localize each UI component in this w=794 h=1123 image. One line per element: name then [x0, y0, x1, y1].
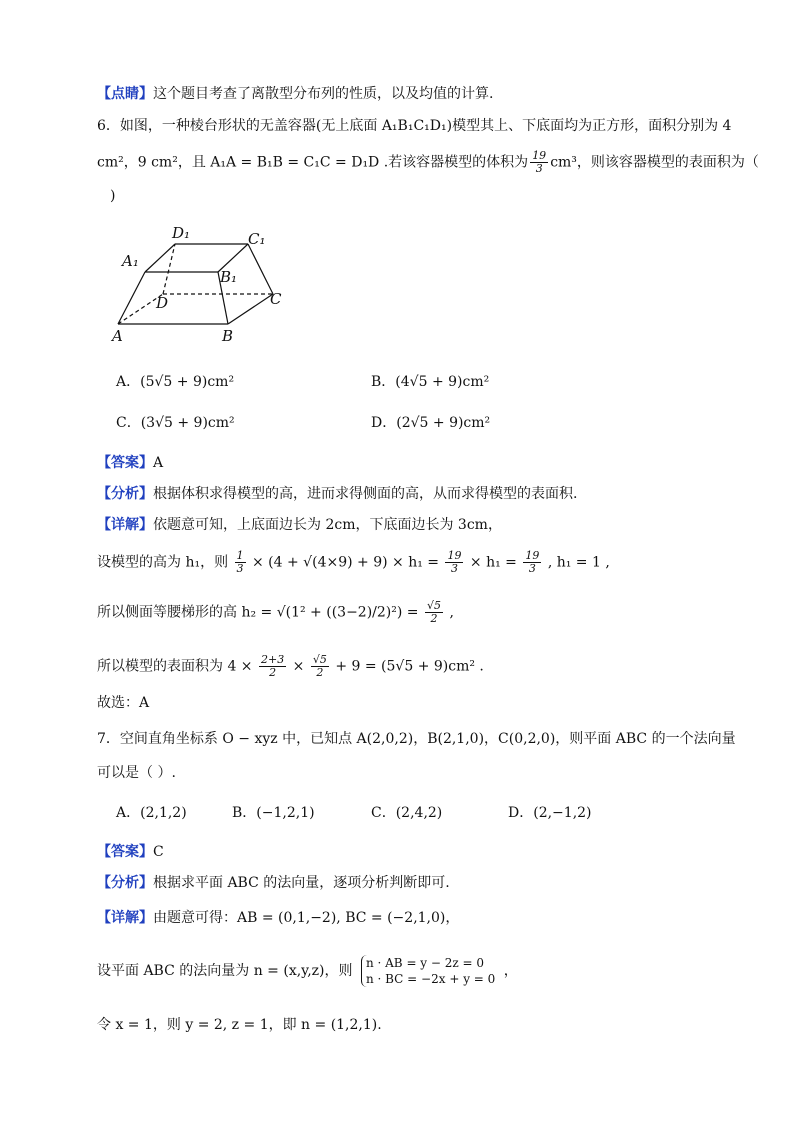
edge-CC1 — [248, 244, 273, 294]
q6-vol-num: 19 — [532, 149, 547, 162]
q7-option-c-value: (2,4,2) — [395, 805, 443, 821]
q6-detail-line1 — [97, 515, 502, 535]
q7-detail-line1 — [97, 908, 459, 928]
q6-option-a-value: (5√5 + 9)cm² — [140, 374, 235, 390]
q6-answer-line — [97, 453, 163, 473]
label-B1: B₁ — [220, 268, 238, 286]
sqrt5-over-2 — [425, 600, 443, 625]
q7-option-d-value: (2,−1,2) — [533, 805, 592, 821]
q6-analysis: 根据体积求得模型的高，进而求得侧面的高，从而求得模型的表面积. — [153, 486, 578, 502]
label-D: D — [156, 294, 169, 312]
q6-option-d-value: (2√5 + 9)cm² — [396, 415, 491, 431]
n19-b: 19 — [525, 549, 540, 562]
q7-option-b-label: B． — [232, 805, 257, 821]
q7-detail1: 由题意可得：AB = (0,1,−2), BC = (−2,1,0)， — [153, 910, 460, 926]
sqrt5-over-2-b — [311, 654, 329, 679]
q7-line2: 可以是（ ）. — [97, 765, 176, 781]
q7-option-c — [371, 803, 442, 823]
note-tag: 【点睛】 — [97, 86, 153, 102]
q6-volume-fraction — [530, 150, 548, 175]
two-den: 2 — [430, 612, 438, 625]
q7-detail-line3: 令 x = 1，则 y = 2, z = 1，即 n = (1,2,1). — [97, 1017, 382, 1033]
q7-option-b — [232, 803, 315, 823]
nineteen-thirds-fraction-2 — [523, 550, 541, 575]
q6-detail-tag: 【详解】 — [97, 517, 153, 533]
q7-option-a-value: (2,1,2) — [140, 805, 187, 821]
two-den-b: 2 — [316, 666, 324, 679]
label-C1: C₁ — [248, 230, 266, 248]
q6-analysis-line — [97, 484, 577, 504]
q7-option-c-label: C． — [371, 805, 396, 821]
edge-AA1 — [118, 272, 145, 324]
q6-detail-line3 — [97, 600, 454, 625]
q7-option-b-value: (−1,2,1) — [256, 805, 315, 821]
edge-D1A1 — [145, 244, 175, 272]
edge-DD1 — [163, 244, 175, 294]
q6-line2a: cm²，9 cm²，且 A₁A = B₁B = C₁C = D₁D .若该容器模型的体积为 — [97, 154, 529, 171]
note-line — [97, 84, 493, 104]
q6-analysis-tag: 【分析】 — [97, 486, 153, 502]
q6-option-a-label: A． — [116, 374, 141, 390]
equation-1: n · AB = y − 2z = 0 — [365, 956, 485, 970]
q6-detail-line2 — [97, 550, 610, 575]
one-third-den: 3 — [236, 562, 244, 575]
q6-option-c — [116, 413, 235, 433]
q6-option-c-value: (3√5 + 9)cm² — [140, 415, 235, 431]
sum-num: 2+3 — [261, 653, 285, 666]
label-B: B — [222, 327, 234, 345]
equation-2: n · BC = −2x + y = 0 — [365, 972, 496, 986]
q6-detail3a: 所以侧面等腰梯形的高 h₂ = √(1² + ((3−2)/2)²) = — [97, 604, 419, 621]
d3-b: 3 — [528, 562, 536, 575]
q6-option-b — [371, 372, 489, 392]
q7-detail2b: ， — [503, 963, 518, 979]
frustum-figure — [110, 222, 300, 347]
q6-detail1: 依题意可知，上底面边长为 2cm，下底面边长为 3cm， — [153, 517, 502, 533]
q6-option-d — [371, 413, 490, 433]
q6-vol-den: 3 — [535, 162, 543, 175]
q6-line2b: cm³，则该容器模型的表面积为（ — [550, 154, 759, 171]
q7-option-a — [116, 803, 187, 823]
q6-option-d-label: D． — [371, 415, 397, 431]
nineteen-thirds-fraction — [445, 550, 463, 575]
q6-detail4a: 所以模型的表面积为 4 × — [97, 658, 253, 675]
q7-analysis-tag: 【分析】 — [97, 875, 153, 891]
q6-conclusion: 故选：A — [97, 695, 150, 711]
q6-option-b-label: B． — [371, 374, 396, 390]
one-third-fraction — [235, 550, 246, 575]
sqrt5-num: √5 — [426, 599, 441, 612]
q7-detail-line2 — [97, 955, 518, 987]
q6-detail2c: × h₁ = — [469, 554, 517, 571]
q6-option-a — [116, 372, 234, 392]
label-C: C — [270, 290, 282, 308]
equation-system — [361, 955, 495, 987]
q6-answer-tag: 【答案】 — [97, 455, 153, 471]
label-A: A — [112, 327, 123, 345]
q7-option-a-label: A． — [116, 805, 141, 821]
q7-analysis: 根据求平面 ABC 的法向量，逐项分析判断即可. — [153, 875, 450, 891]
q6-detail4b: + 9 = (5√5 + 9)cm² . — [335, 658, 484, 675]
q6-detail2d: , h₁ = 1 , — [547, 554, 610, 571]
q6-line3: ) — [110, 188, 116, 204]
label-A1: A₁ — [122, 252, 139, 270]
q7-detail2a: 设平面 ABC 的法向量为 n = (x,y,z)，则 — [97, 963, 353, 979]
q6-line1: 6．如图，一种棱台形状的无盖容器(无上底面 A₁B₁C₁D₁)模型其上、下底面均为正方形，面积分别为 4 — [97, 118, 732, 134]
q7-answer: C — [153, 844, 164, 860]
q6-option-c-label: C． — [116, 415, 141, 431]
q7-option-d — [508, 803, 592, 823]
q7-detail-tag: 【详解】 — [97, 910, 153, 926]
sum-den: 2 — [269, 666, 277, 679]
n19: 19 — [447, 549, 462, 562]
q6-detail-line4: 所以模型的表面积为 4 × $\frac{2+3}{2}$ × $\frac{√5}{2}$ + 9 = (5√5 + 9)cm² . — [97, 653, 484, 679]
q7-option-d-label: D． — [508, 805, 534, 821]
one-third-num: 1 — [236, 549, 244, 562]
q6-detail2b: × (4 + √(4×9) + 9) × h₁ = — [252, 554, 440, 571]
d3: 3 — [450, 562, 458, 575]
q7-answer-line — [97, 842, 164, 862]
q7-analysis-line — [97, 873, 450, 893]
q6-detail3b: , — [449, 604, 454, 621]
q7-line1: 7．空间直角坐标系 O − xyz 中，已知点 A(2,0,2)，B(2,1,0)，C(0,2,0)，则平面 ABC 的一个法向量 — [97, 731, 736, 747]
q7-answer-tag: 【答案】 — [97, 844, 153, 860]
q6-detail2a: 设模型的高为 h₁，则 — [97, 554, 229, 571]
label-D1: D₁ — [172, 224, 191, 242]
note-text: 这个题目考查了离散型分布列的性质，以及均值的计算. — [153, 86, 494, 102]
q6-option-b-value: (4√5 + 9)cm² — [395, 374, 490, 390]
q6-answer: A — [153, 455, 164, 471]
sum-fraction — [259, 654, 286, 679]
q6-line2 — [97, 150, 759, 175]
edge-BC — [228, 294, 273, 324]
sqrt5-num-b: √5 — [312, 653, 327, 666]
